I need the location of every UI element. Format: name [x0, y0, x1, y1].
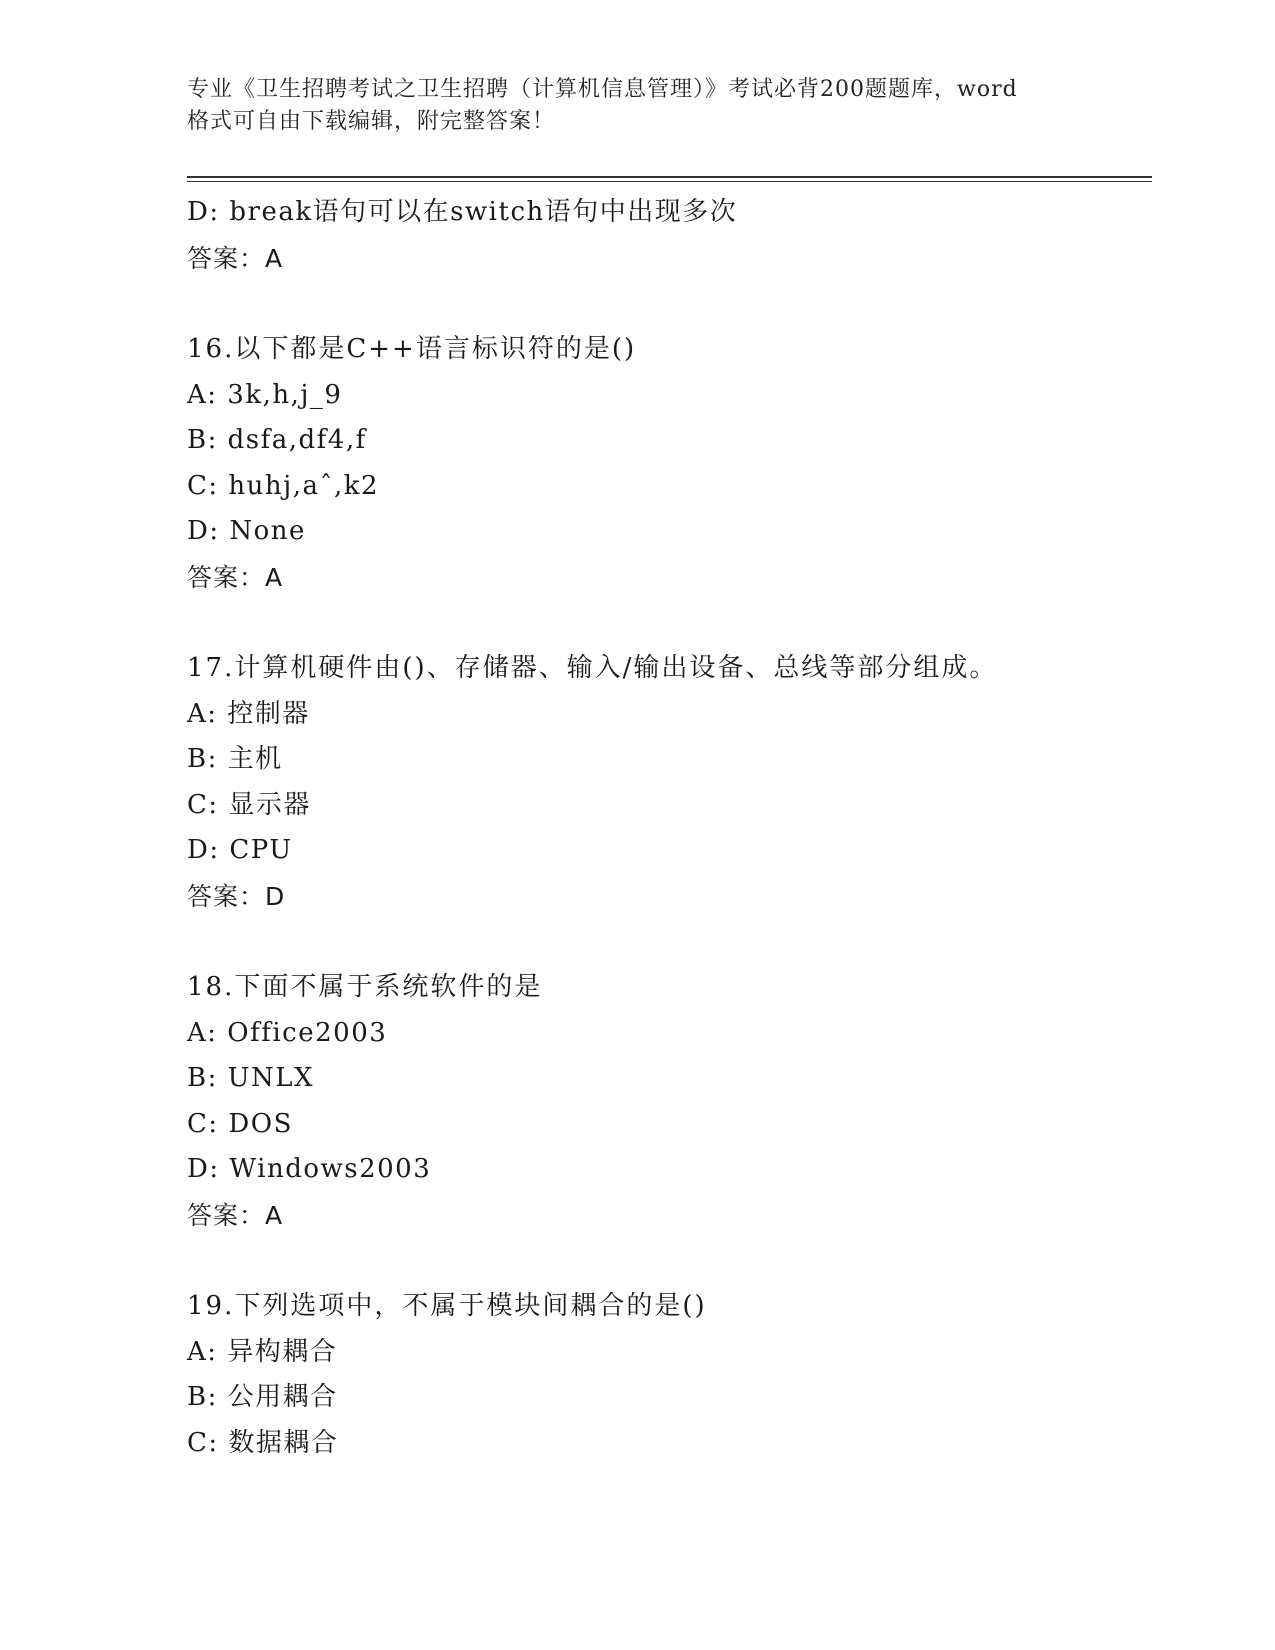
option-b: B: UNLX [187, 1063, 315, 1093]
question-16 [187, 327, 1147, 600]
option-d: D: CPU [187, 835, 293, 865]
header-title-line-2: 格式可自由下载编辑，附完整答案！ [187, 109, 556, 134]
option-a: A: Office2003 [187, 1017, 388, 1048]
option-b: B: 公用耦合 [187, 1382, 338, 1412]
option-c: C: DOS [187, 1108, 293, 1139]
question-stem: 16.以下都是C++语言标识符的是() [187, 334, 637, 364]
header-divider-thick [187, 176, 1152, 178]
option-a: A: 异构耦合 [187, 1336, 338, 1367]
option-b: B: 主机 [187, 744, 283, 774]
question-list [187, 190, 1147, 1466]
answer-line: 答案：A [187, 562, 284, 592]
document-header [187, 74, 1087, 138]
option-c: C: 数据耦合 [187, 1427, 339, 1458]
answer-line: 答案：A [187, 243, 284, 273]
option-a: A: 3k,h,j_9 [187, 379, 343, 410]
option-d: D: Windows2003 [187, 1154, 432, 1184]
question-19 [187, 1284, 1147, 1466]
header-title-line-1: 专业《卫生招聘考试之卫生招聘（计算机信息管理）》考试必背200题题库，word [187, 77, 1018, 102]
option-c: C: huhj,aˆ,k2 [187, 470, 380, 501]
answer-line: 答案：A [187, 1200, 284, 1230]
previous-question-tail [187, 190, 1147, 281]
option-d: D: None [187, 516, 306, 546]
option-c: C: 显示器 [187, 789, 311, 820]
question-stem: 17.计算机硬件由()、存储器、输入/输出设备、总线等部分组成。 [187, 653, 998, 683]
question-stem: 18.下面不属于系统软件的是 [187, 972, 543, 1002]
header-divider-thin [187, 181, 1152, 182]
option-b: B: dsfa,df4,f [187, 425, 367, 455]
question-17 [187, 646, 1147, 919]
option-a: A: 控制器 [187, 698, 310, 729]
option-d: D: break语句可以在switch语句中出现多次 [187, 197, 738, 227]
question-18 [187, 965, 1147, 1238]
answer-line: 答案：D [187, 881, 286, 911]
question-stem: 19.下列选项中，不属于模块间耦合的是() [187, 1291, 707, 1321]
